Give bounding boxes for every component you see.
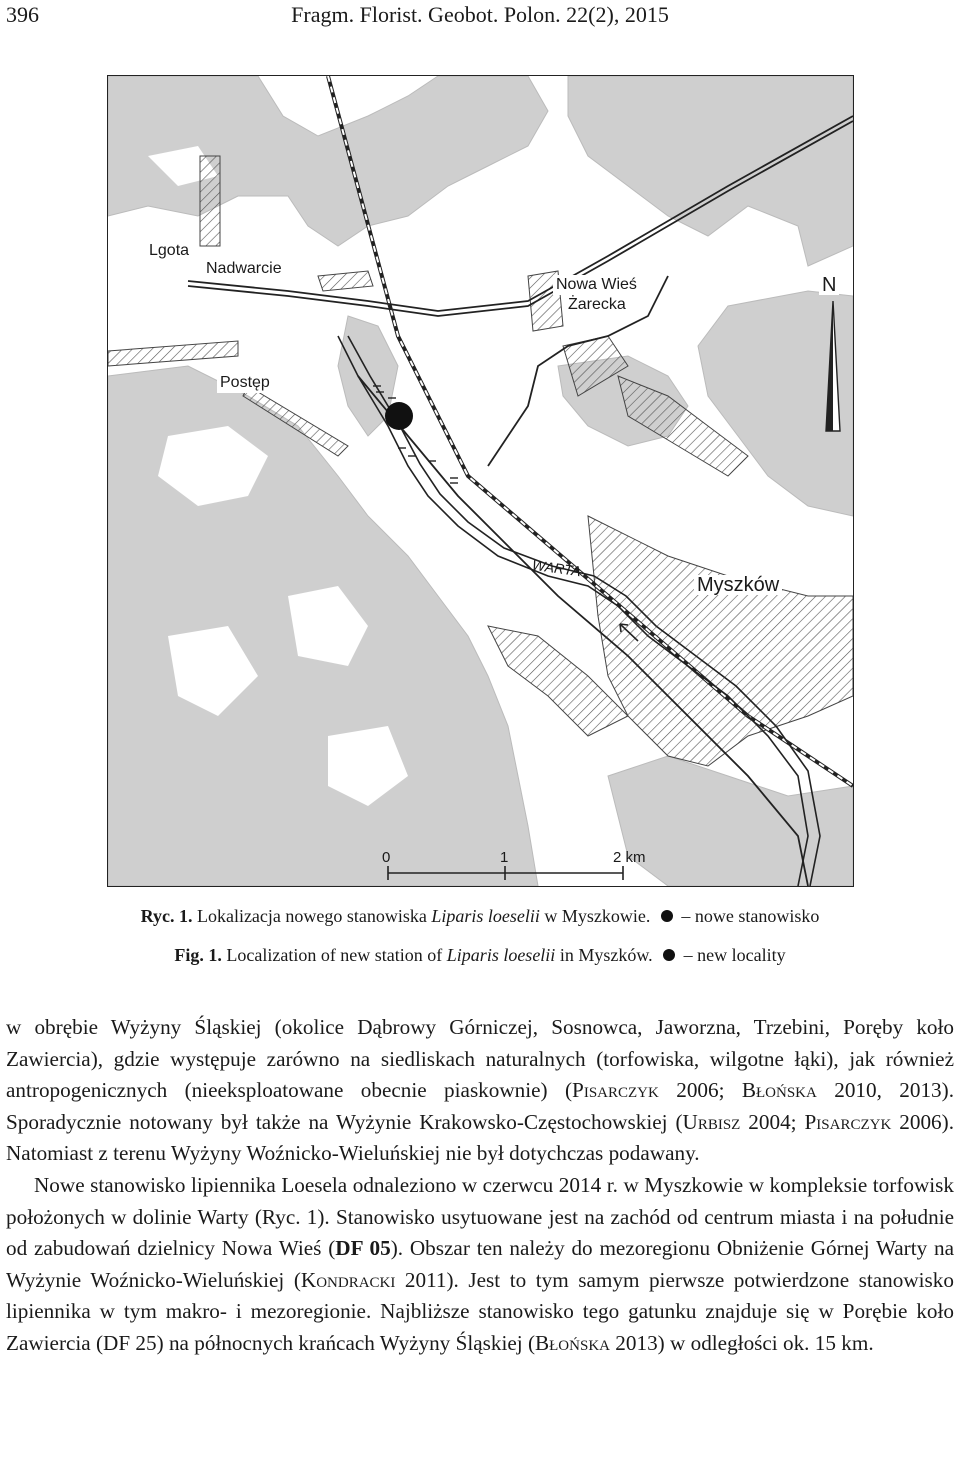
text-span: 2011). Jest to tym samym pierwsze potwierdzone stanowisko lipiennika w tym makro- i mezoregionie. Najbliższe stanowisko tego gatunku znajduje się w Porębie koło Zawiercia (DF 25) na północnych krańcach Wyżyny Śląskiej (: [6, 1267, 954, 1355]
legend-dot-icon: [661, 910, 673, 922]
caption-en-text: Localization of new station of: [226, 945, 443, 965]
text-span: 2013) w odległości ok. 15 km.: [609, 1330, 874, 1355]
caption-en-species: Liparis loeselii: [446, 945, 556, 965]
page-header: [0, 0, 960, 40]
text-span: w obrębie Wyżyny Śląskiej (okolice Dąbrowy Górniczej, Sosnowca, Jaworzna, Trzebini, Poręby koło Zawiercia), gdzie występuje zarówno na siedliskach naturalnych (torfowiska, wilgotne łąki), jak również antropogenicznych (nieeksploatowane obecnie piaskownie) (: [6, 1015, 954, 1103]
text-span: ). Obszar ten należy do mezoregionu Obniżenie Górnej Warty na Wyżynie Woźnicko-Wieluńskiej (: [6, 1236, 954, 1292]
label-nadwarcie: Nadwarcie: [203, 259, 285, 279]
caption-pl-legend: – nowe stanowisko: [681, 906, 820, 926]
grid-square: DF 05: [335, 1236, 391, 1261]
author-name: Pisarczyk: [572, 1078, 659, 1103]
caption-en-legend: – new locality: [683, 945, 786, 965]
label-warta: WARTA: [531, 556, 582, 580]
label-north: N: [819, 275, 839, 295]
caption-en-place: in Myszków.: [559, 945, 653, 965]
text-span: 2010, 2013). Sporadycznie notowany był także na Wyżynie Krakowsko-Częstochowskiej (: [6, 1078, 955, 1134]
label-postep: Postęp: [217, 373, 273, 393]
caption-pl-text: Lokalizacja nowego stanowiska: [196, 906, 427, 926]
journal-citation: Fragm. Florist. Geobot. Polon. 22(2), 2015: [291, 2, 669, 27]
text-span: 2006;: [658, 1078, 742, 1103]
text-span: Nowe stanowisko lipiennika Loesela odnaleziono w czerwcu 2014 r. w Myszkowie w kompleksie torfowisk położonych w dolinie Warty (Ryc. 1). Stanowisko usytuowane jest na zachód od centrum miasta i na południe od zabudowań dzielnicy Nowa Wieś (: [6, 1172, 954, 1261]
scale-label-0: 0: [382, 849, 391, 866]
location-map: [107, 75, 854, 887]
caption-pl-label: Ryc. 1.: [140, 906, 193, 926]
label-lgota: Lgota: [146, 241, 192, 261]
scale-label-1: 1: [500, 849, 509, 866]
paragraph-2: [6, 1170, 954, 1360]
caption-pl-species: Liparis loeselii: [431, 906, 540, 926]
caption-pl: [0, 905, 960, 927]
author-name: Kondracki: [300, 1267, 396, 1292]
locality-marker-icon: [385, 402, 413, 430]
author-name: Błońska: [535, 1330, 610, 1355]
scale-label-2: 2 km: [613, 849, 646, 866]
page-number: 396: [6, 2, 39, 27]
caption-en: [0, 944, 960, 966]
label-nowa-wies: Nowa Wieś: [553, 275, 640, 295]
label-myszkow: Myszków: [694, 575, 782, 595]
paragraph-1: [6, 1012, 954, 1170]
caption-pl-place: w Myszkowie.: [544, 906, 651, 926]
author-name: Urbisz: [682, 1109, 741, 1134]
text-span: 2004;: [740, 1109, 805, 1134]
legend-dot-icon: [663, 949, 675, 961]
label-zarecka: Żarecka: [565, 295, 629, 315]
text-span: 2006). Natomiast z terenu Wyżyny Woźnicko-Wieluńskiej nie był dotychczas podawany.: [6, 1109, 954, 1166]
author-name: Pisarczyk: [804, 1109, 892, 1134]
map-drawing: [108, 76, 853, 886]
body-text: [6, 1012, 954, 1360]
author-name: Błońska: [741, 1078, 817, 1103]
caption-en-label: Fig. 1.: [174, 945, 222, 965]
